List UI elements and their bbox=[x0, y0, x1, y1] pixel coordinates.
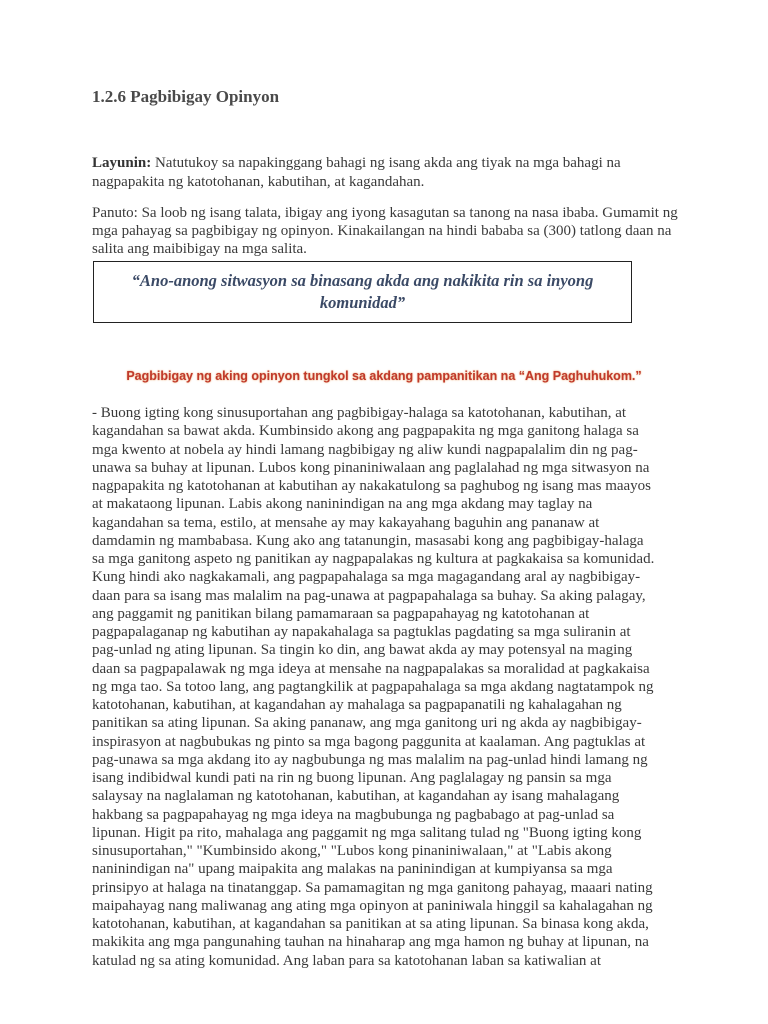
essay-line: pagpapalaganap ng kabutihan ay napakahalaga sa pagtuklas pagdating sa mga suliranin at bbox=[92, 624, 631, 640]
essay-body bbox=[92, 404, 682, 970]
essay-line: sa mga ganitong aspeto ng panitikan ay nagpapalakas ng kultura at pagkakaisa sa komunidad. bbox=[92, 551, 655, 567]
objective-paragraph bbox=[92, 154, 692, 192]
essay-line: ng mga tao. Sa totoo lang, ang pagtangkilik at pagpapahalaga sa mga akdang nagtatampok ng bbox=[92, 678, 654, 695]
essay-line: inspirasyon at nagbubukas ng pinto sa mga bagong paggunita at kaalaman. Ang pagtuklas at bbox=[92, 733, 646, 750]
question-box bbox=[93, 261, 632, 323]
essay-line: daan para sa isang mas malalim na pag-unawa at pagpapahalaga sa buhay. Sa aking palagay, bbox=[92, 587, 646, 604]
instruction-paragraph: Panuto: Sa loob ng isang talata, ibigay ang iyong kasagutan sa tanong na nasa ibaba. Gumamit ng mga pahayag sa pagbibigay ng opinyon. Kinakailangan na hindi bababa sa (300) tatlong daan na salita ang maibibigay na mga salita. bbox=[92, 205, 678, 257]
section-heading: 1.2.6 Pagbibigay Opinyon bbox=[92, 87, 280, 106]
essay-line: daan sa pagpapalawak ng mga ideya at mensahe na nagpapalakas sa moralidad at pagkakaisa bbox=[92, 660, 650, 677]
essay-line: katotohanan, kabutihan, at kagandahan sa panitikan at sa ating lipunan. Sa binasa kong akda, bbox=[92, 916, 649, 932]
essay-line: kagandahan sa tema, estilo, at mensahe ay may kakayahang baguhin ang pananaw at bbox=[92, 514, 600, 531]
essay-line: mga kwento at nobela ay hindi lamang nagbibigay ng aliw kundi nagpapalalim din ng pag- bbox=[92, 441, 638, 458]
essay-line: hakbang sa pagpapahayag ng mga ideya na magbubunga ng pagbabago at pag-unlad sa bbox=[92, 806, 615, 823]
essay-line: damdamin ng mambabasa. Kung ako ang tatanungin, masasabi kong ang pagbibigay-halaga bbox=[92, 532, 644, 549]
essay-line: Kung hindi ako nagkakamali, ang pagpapahalaga sa mga magagandang aral ay nagbibigay- bbox=[92, 569, 641, 586]
opinion-title: Pagbibigay ng aking opinyon tungkol sa akdang pampanitikan na “Ang Paghuhukom.” bbox=[126, 369, 642, 383]
essay-line: lipunan. Higit pa rito, mahalaga ang paggamit ng mga salitang tulad ng "Buong igting kong bbox=[92, 824, 642, 841]
essay-line: ang paggamit ng panitikan bilang pamamaraan sa pagpapahayag ng katotohanan at bbox=[92, 605, 590, 622]
essay-line: unawa sa buhay at lipunan. Lubos kong pinaniniwalaan ang paglalahad ng mga sitwasyon na bbox=[92, 459, 650, 476]
objective-label: Layunin: bbox=[92, 155, 152, 171]
essay-line: makikita ang mga pangunahing tauhan na hinaharap ang mga hamon ng buhay at lipunan, na bbox=[92, 934, 649, 951]
essay-line: maipahayag nang maliwanag ang ating mga opinyon at paniniwala hinggil sa kahalagahan ng bbox=[92, 897, 653, 914]
essay-line: at makataong lipunan. Labis akong naninindigan na ang mga akdang may taglay na bbox=[92, 496, 593, 513]
essay-line: kagandahan sa bawat akda. Kumbinsido akong ang pagpapakita ng mga ganitong halaga sa bbox=[92, 423, 639, 440]
essay-line: pag-unawa sa mga akdang ito ay nagbubunga ng mas malalim na pag-unlad hindi lamang ng bbox=[92, 751, 648, 768]
essay-line: nagpapakita ng katotohanan at kabutihan ay nakakatulong sa paghubog ng isang mas maayos bbox=[92, 478, 652, 494]
question-text: “Ano-anong sitwasyon sa binasang akda ang nakikita rin sa inyong komunidad” bbox=[131, 271, 594, 312]
essay-line: panitikan sa ating lipunan. Sa aking pananaw, ang mga ganitong uri ng akda ay nagbibigay- bbox=[92, 715, 642, 732]
essay-line: pag-unlad ng ating lipunan. Sa tingin ko din, ang bawat akda ay may potensyal na maging bbox=[92, 642, 633, 659]
essay-line: isang indibidwal kundi pati na rin ng buong lipunan. Ang paglalagay ng pansin sa mga bbox=[92, 770, 612, 786]
essay-line: - Buong igting kong sinusuportahan ang pagbibigay-halaga sa katotohanan, kabutihan, at bbox=[92, 405, 627, 421]
essay-line: katulad ng sa ating komunidad. Ang laban para sa katotohanan laban sa katiwalian at bbox=[92, 952, 602, 969]
objective-text: Natutukoy sa napakinggang bahagi ng isang akda ang tiyak na mga bahagi na nagpapakita ng katotohanan, kabutihan, at kagandahan. bbox=[92, 155, 621, 190]
essay-line: naninindigan na" upang maipakita ang malakas na paninindigan at kumpiyansa sa mga bbox=[92, 861, 613, 878]
essay-line: salaysay na naglalaman ng katotohanan, kabutihan, at kagandahan ay isang mahalagang bbox=[92, 788, 620, 805]
essay-line: prinsipyo at halaga na tinatanggap. Sa pamamagitan ng mga ganitong pahayag, maaari nating bbox=[92, 879, 653, 896]
essay-line: sinusuportahan," "Kumbinsido akong," "Lubos kong pinaniniwalaan," at "Labis akong bbox=[92, 843, 612, 859]
essay-line: katotohanan, kabutihan, at kagandahan ay mahalaga sa pagpapanatili ng kahalagahan ng bbox=[92, 697, 622, 713]
